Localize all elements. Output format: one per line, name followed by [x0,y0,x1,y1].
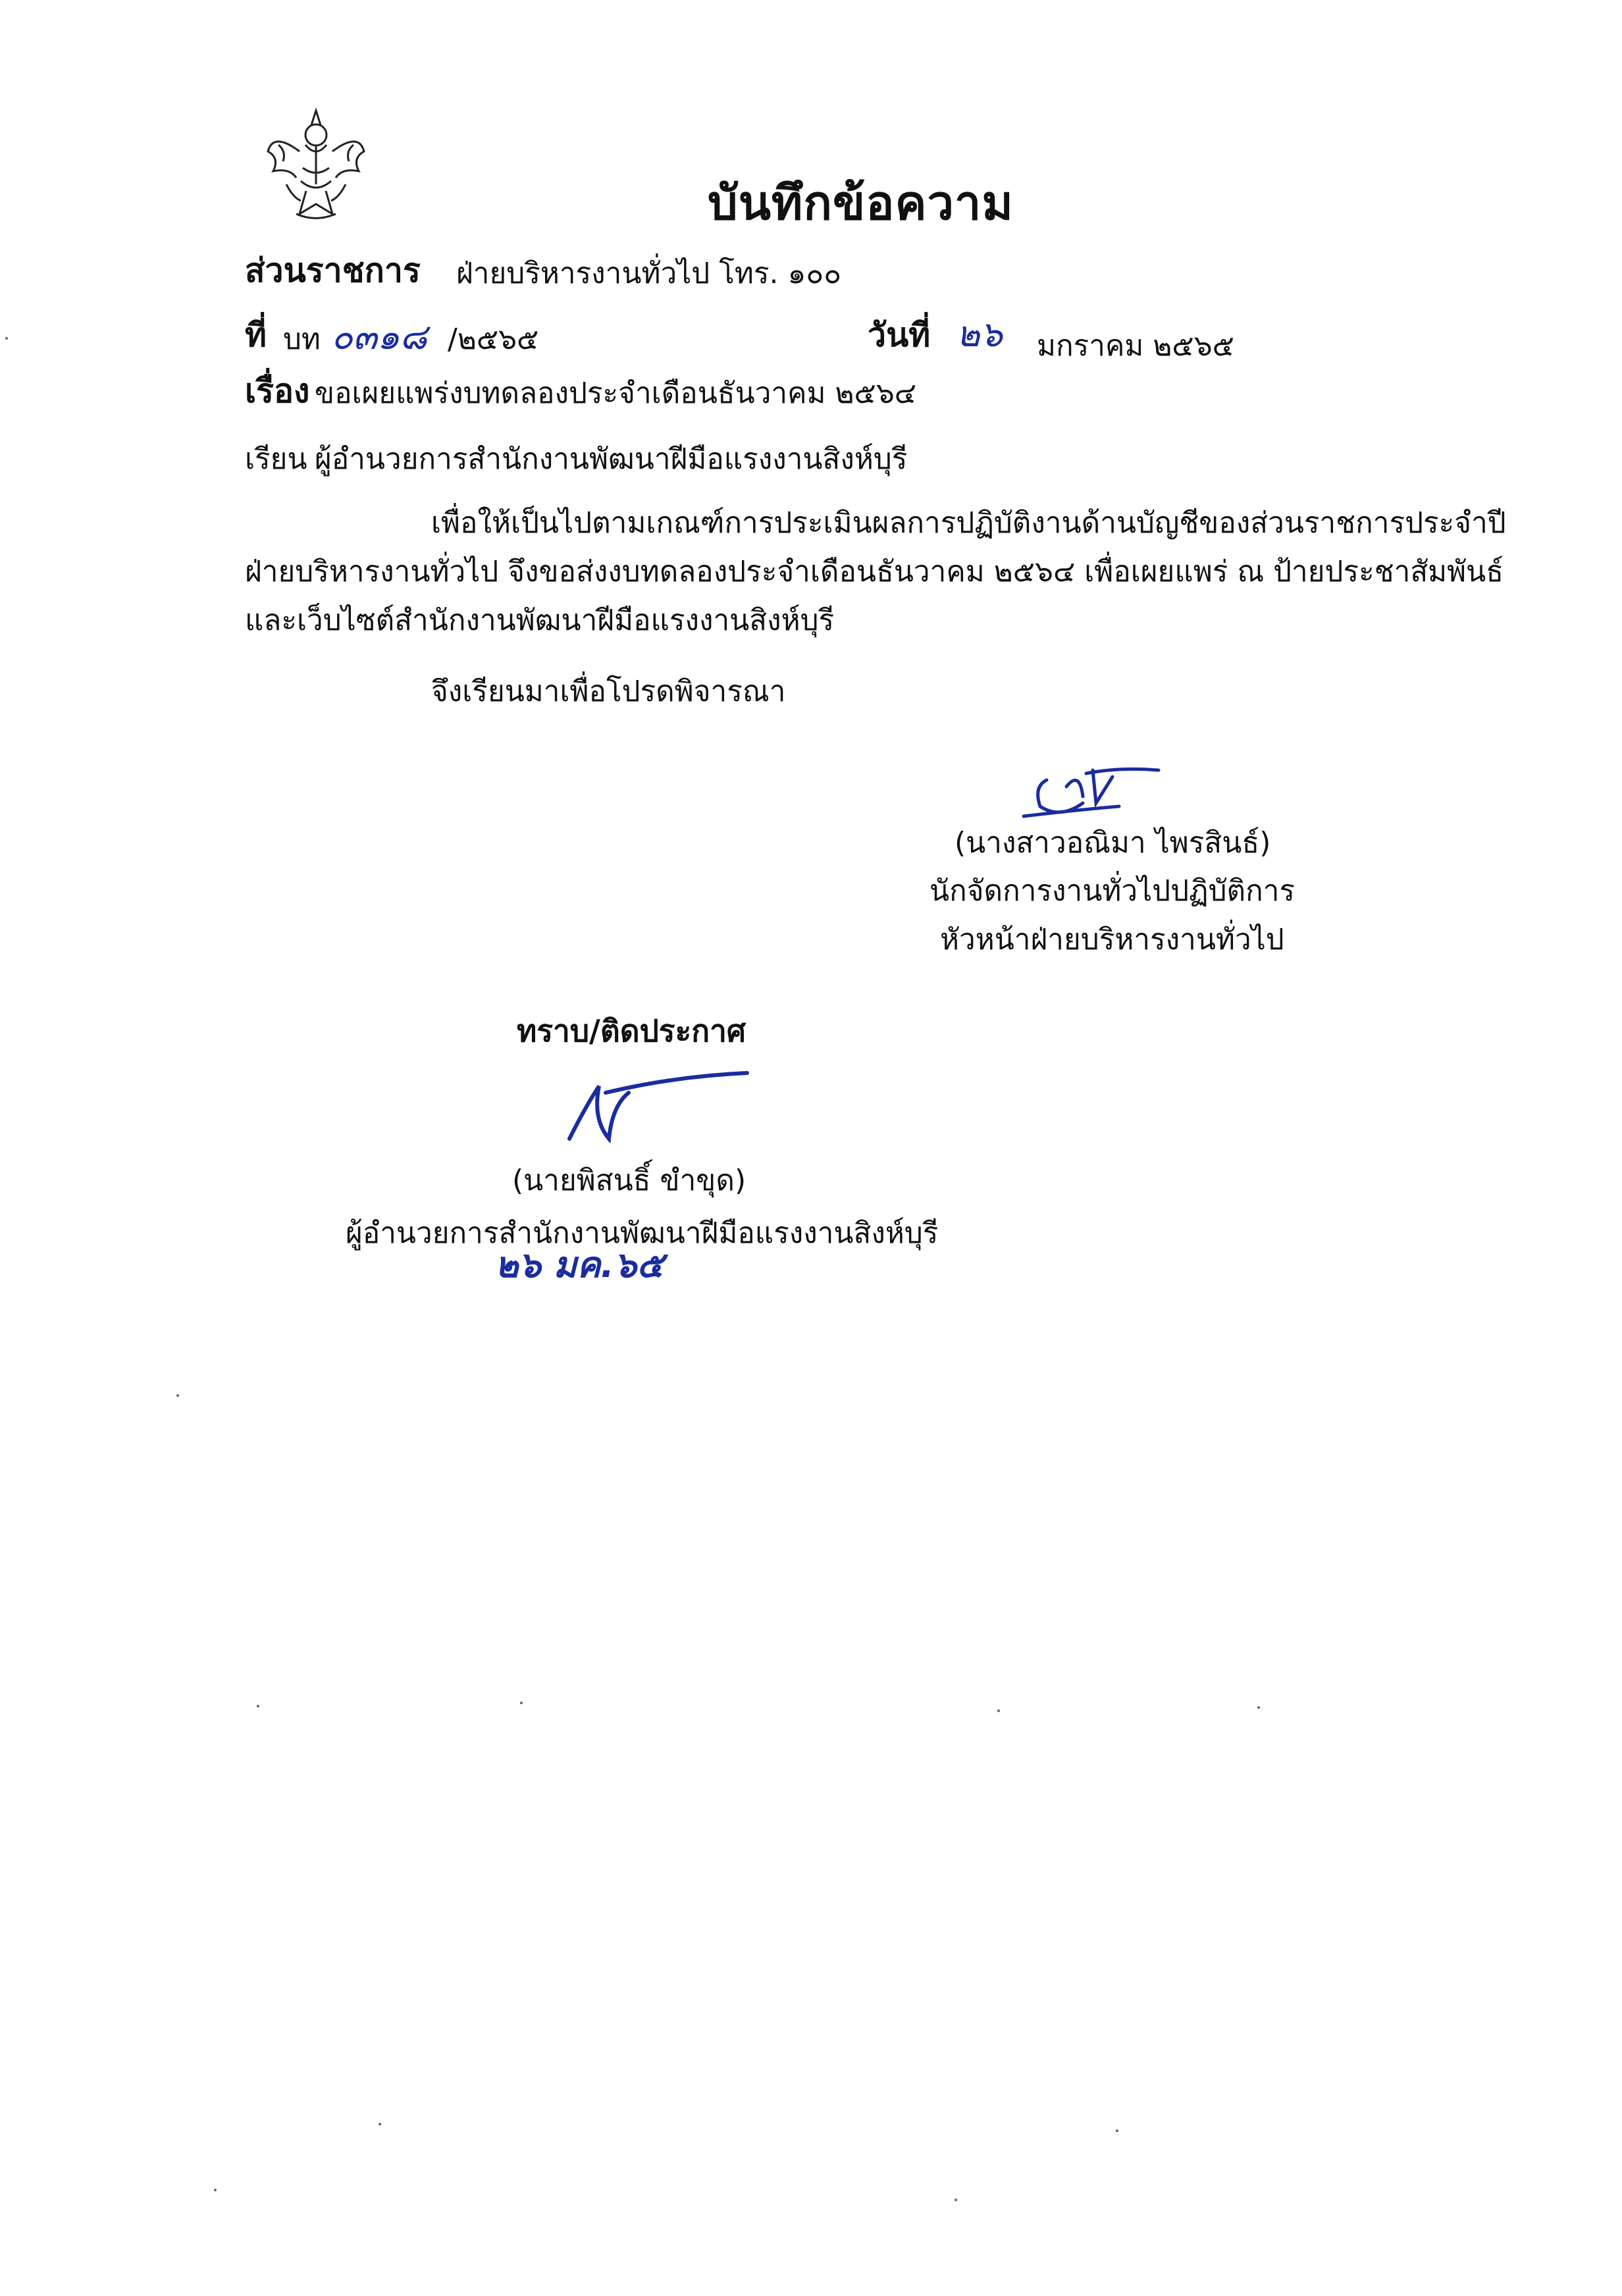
approver-signature [563,1066,754,1145]
scan-speck [1257,1706,1260,1709]
date-month-year: มกราคม ๒๕๖๕ [1037,329,1234,363]
sender-position-1: นักจัดการงานทั่วไปปฏิบัติการ [929,874,1295,908]
scan-speck [997,1709,1000,1712]
memo-title: บันทึกข้อความ [708,175,1014,230]
body-line: ฝ่ายบริหารงานทั่วไป จึงขอส่งงบทดลองประจำเดือนธันวาคม ๒๕๖๔ เพื่อเผยแพร่ ณ ป้ายประชาสัมพันธ์ [245,555,1504,588]
approval-date-handwritten: ๒๖ มค.๖๕ [495,1244,664,1286]
addressee-value: ผู้อำนวยการสำนักงานพัฒนาฝีมือแรงงานสิงห์บุรี [315,442,908,476]
date-day-handwritten: ๒๖ [956,313,1003,355]
scan-speck [257,1705,259,1708]
scan-speck [379,2123,381,2126]
date-label: วันที่ [868,316,931,354]
body-paragraph [245,499,1506,645]
approver-position: ผู้อำนวยการสำนักงานพัฒนาฝีมือแรงงานสิงห์บุรี [346,1216,939,1250]
subject-value: ขอเผยแพร่งบทดลองประจำเดือนธันวาคม ๒๕๖๔ [315,377,917,410]
scan-speck [1116,2129,1118,2132]
department-label: ส่วนราชการ [245,251,421,290]
body-line: เพื่อให้เป็นไปตามเกณฑ์การประเมินผลการปฏิบัติงานด้านบัญชีของส่วนราชการประจำปี [431,506,1506,540]
scan-speck [520,1702,523,1704]
ref-prefix: บท [283,323,321,356]
subject-label: เรื่อง [245,372,310,410]
scan-speck [5,337,8,340]
ref-year: /๒๕๖๕ [448,323,539,356]
approval-heading: ทราบ/ติดประกาศ [517,1013,746,1049]
garuda-emblem-icon [260,105,372,224]
scan-speck [176,1394,179,1397]
sender-signature [1020,757,1165,829]
scan-speck [955,2199,957,2201]
ref-label: ที่ [245,316,267,354]
closing-line: จึงเรียนมาเพื่อโปรดพิจารณา [431,675,786,708]
scan-speck [214,2189,217,2191]
sender-position-2: หัวหน้าฝ่ายบริหารงานทั่วไป [940,923,1284,956]
ref-number-handwritten: ๐๓๑๘ [331,316,427,357]
body-line: และเว็บไซต์สำนักงานพัฒนาฝีมือแรงงานสิงห์บุรี [245,604,835,637]
department-value: ฝ่ายบริหารงานทั่วไป โทร. ๑๐๐ [456,257,842,290]
sender-name: (นางสาวอณิมา ไพรสินธ์) [955,826,1271,860]
addressee-label: เรียน [245,442,307,476]
approver-name: (นายพิสนธิ์ ขำขุด) [512,1164,746,1197]
